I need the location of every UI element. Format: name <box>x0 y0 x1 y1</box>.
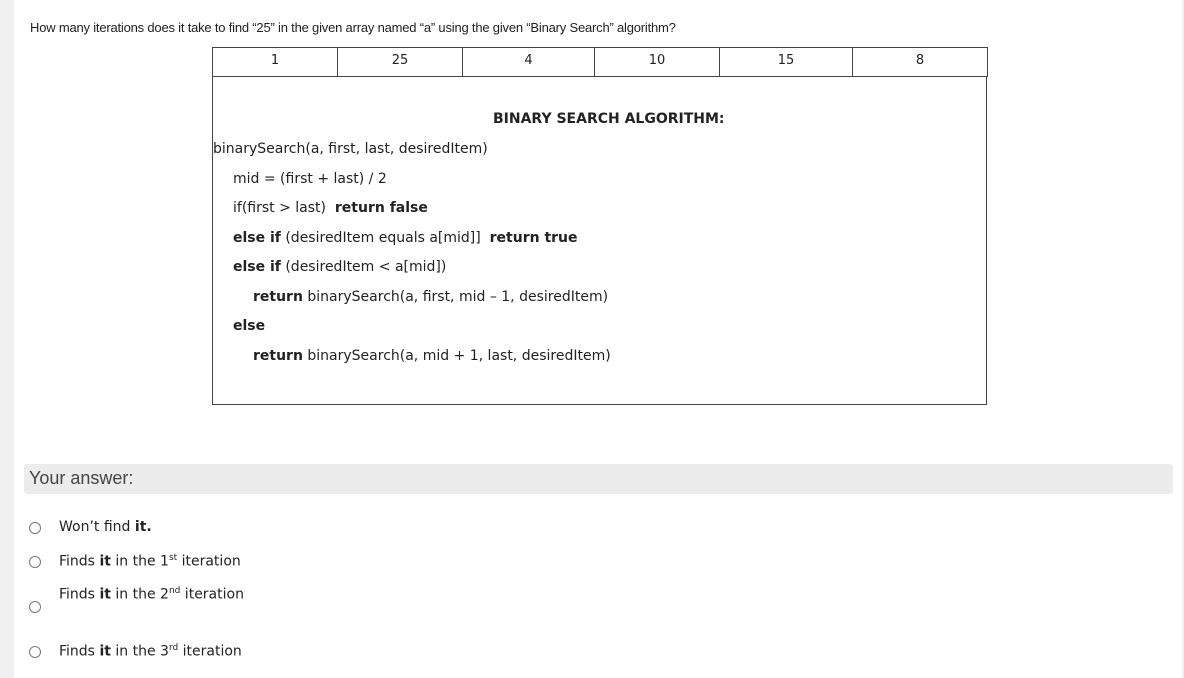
array-cell: 15 <box>720 48 853 77</box>
elseif-keyword: else if <box>233 230 281 246</box>
radio-option-3[interactable] <box>29 601 41 613</box>
return-keyword: return <box>253 289 303 305</box>
recurse-left-call: binarySearch(a, first, mid – 1, desiredItem) <box>307 289 609 305</box>
array-cell: 25 <box>338 48 463 77</box>
option-2-label[interactable] <box>59 553 241 570</box>
option-text: Finds <box>59 643 100 660</box>
else-keyword: else <box>233 318 266 334</box>
radio-option-4[interactable] <box>29 646 41 658</box>
elseif-keyword: else if <box>233 259 281 275</box>
array-cell: 4 <box>463 48 595 77</box>
algorithm-box <box>212 77 987 405</box>
question-text: How many iterations does it take to find “25” in the given array named “a” using the given “Binary Search” algorithm? <box>30 20 676 35</box>
elseif-condition: (desiredItem < a[mid]) <box>285 259 447 275</box>
option-text: in the 3 <box>110 643 169 660</box>
answer-header <box>24 464 1173 494</box>
if-condition: (first > last) <box>241 200 326 216</box>
ordinal-suffix: rd <box>168 643 179 653</box>
radio-option-1[interactable] <box>29 522 41 534</box>
elseif-condition: (desiredItem equals a[mid] <box>285 230 476 246</box>
return-true: return true <box>489 230 578 246</box>
question-panel <box>14 0 1182 678</box>
option-text: in the 1 <box>110 553 169 570</box>
option-4-label[interactable] <box>59 643 242 660</box>
radio-option-2[interactable] <box>29 556 41 568</box>
algorithm-elseif-less-line <box>233 259 446 275</box>
algorithm-if-line <box>233 200 428 216</box>
algorithm-recurse-right-line <box>253 348 611 364</box>
array-cell: 1 <box>213 48 338 77</box>
option-text: Won’t find <box>59 519 135 535</box>
option-1-label[interactable] <box>59 519 152 535</box>
algorithm-elseif-equals-line <box>233 230 578 246</box>
algorithm-mid-line: mid = (first + last) / 2 <box>233 171 387 187</box>
return-false: return false <box>334 200 428 216</box>
ordinal-suffix: st <box>168 553 178 563</box>
algorithm-recurse-left-line <box>253 289 608 305</box>
answer-label: Your answer: <box>29 468 134 488</box>
option-text: iteration <box>180 586 244 603</box>
option-bold-text: it. <box>134 519 152 535</box>
option-text: Finds <box>59 553 100 570</box>
array-cell: 8 <box>853 48 988 77</box>
ordinal-suffix: nd <box>168 586 181 596</box>
return-keyword: return <box>253 348 303 364</box>
recurse-right-call: binarySearch(a, mid + 1, last, desiredItem) <box>307 348 611 364</box>
option-bold-text: it <box>99 553 111 570</box>
option-bold-text: it <box>99 643 111 660</box>
array-row <box>213 48 988 77</box>
option-text: Finds <box>59 586 100 603</box>
algorithm-title: BINARY SEARCH ALGORITHM: <box>493 111 725 127</box>
algorithm-signature: binarySearch(a, first, last, desiredItem) <box>213 141 488 157</box>
if-keyword: if <box>233 200 242 216</box>
elseif-bracket: ] <box>475 230 481 246</box>
option-3-label[interactable] <box>59 586 244 603</box>
option-text: iteration <box>178 643 242 660</box>
option-bold-text: iteration <box>177 553 241 570</box>
array-cell: 10 <box>595 48 720 77</box>
option-text: in the 2 <box>110 586 169 603</box>
array-table <box>212 47 988 77</box>
option-bold-text: it <box>99 586 111 603</box>
